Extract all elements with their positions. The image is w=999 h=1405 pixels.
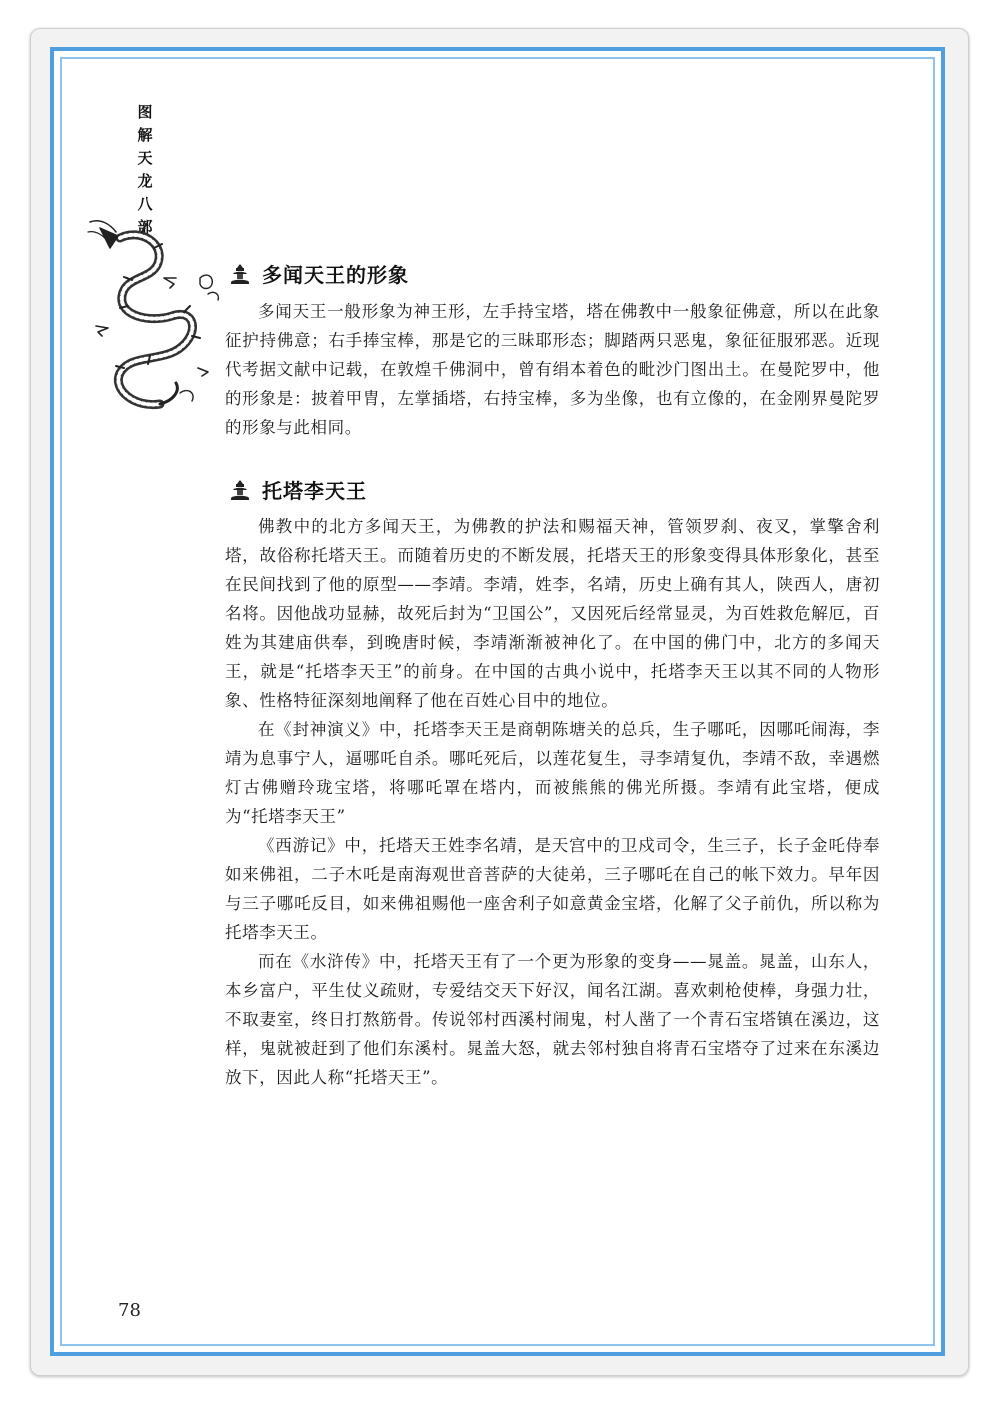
- title-char: 图: [137, 103, 153, 121]
- paragraph: 多闻天王一般形象为神王形，左手持宝塔，塔在佛教中一般象征佛意，所以在此象征护持佛意；右手捧宝棒，那是它的三昧耶形态；脚踏两只恶鬼，象征征服邪恶。近现代考据文献中记载，在敦煌千佛洞中，曾有绢本着色的毗沙门图出土。在曼陀罗中，他的形象是：披着甲胄，左掌插塔，右持宝棒，多为坐像，也有立像的，在金刚界曼陀罗的形象与此相同。: [225, 302, 880, 437]
- title-char: 天: [137, 149, 153, 167]
- section-heading: [228, 475, 367, 504]
- section-title: 多闻天王的形象: [262, 263, 409, 287]
- paragraph: 《西游记》中，托塔天王姓李名靖，是天宫中的卫戍司令，生三子，长子金吒侍奉如来佛祖，二子木吒是南海观世音菩萨的大徒弟，三子哪吒在自己的帐下效力。早年因与三子哪吒反目，如来佛祖赐他一座舍利子如意黄金宝塔，化解了父子前仇，所以称为托塔李天王。: [225, 836, 880, 942]
- pagoda-icon: [228, 478, 252, 502]
- paragraph: 在《封神演义》中，托塔李天王是商朝陈塘关的总兵，生子哪吒，因哪吒闹海，李靖为息事宁人，逼哪吒自杀。哪吒死后，以莲花复生，寻李靖复仇，李靖不敌，幸遇燃灯古佛赠玲珑宝塔，将哪吒罩在塔内，而被熊熊的佛光所摄。李靖有此宝塔，便成为“托塔李天王”: [225, 720, 880, 826]
- paragraph: 佛教中的北方多闻天王，为佛教的护法和赐福天神，管领罗刹、夜叉，掌擎舍利塔，故俗称托塔天王。而随着历史的不断发展，托塔天王的形象变得具体形象化，甚至在民间找到了他的原型——李靖。李靖，姓李，名靖，历史上确有其人，陕西人，唐初名将。因他战功显赫，故死后封为“卫国公”，又因死后经常显灵，为百姓救危解厄，百姓为其建庙供奉，到晚唐时候，李靖渐渐被神化了。在中国的佛门中，北方的多闻天王，就是“托塔李天王”的前身。在中国的古典小说中，托塔李天王以其不同的人物形象、性格特征深刻地阐释了他在百姓心目中的地位。: [225, 517, 880, 710]
- title-char: 解: [137, 126, 153, 144]
- section-body: [225, 512, 880, 1092]
- section-title: 托塔李天王: [262, 479, 367, 503]
- dragon-illustration-icon: [80, 218, 230, 418]
- pagoda-icon: [228, 262, 252, 286]
- section-heading: [228, 259, 409, 288]
- title-char: 部: [137, 218, 153, 236]
- page-number: 78: [118, 1300, 141, 1321]
- section-body: [225, 297, 880, 442]
- paragraph: 而在《水浒传》中，托塔天王有了一个更为形象的变身——晁盖。晁盖，山东人，本乡富户，平生仗义疏财，专爱结交天下好汉，闻名江湖。喜欢刺枪使棒，身强力壮，不取妻室，终日打熬筋骨。传说邻村西溪村闹鬼，村人凿了一个青石宝塔镇在溪边，这样，鬼就被赶到了他们东溪村。晁盖大怒，就去邻村独自将青石宝塔夺了过来在东溪边放下，因此人称“托塔天王”。: [225, 952, 880, 1087]
- title-char: 八: [137, 195, 153, 213]
- vertical-book-title: [135, 103, 155, 237]
- title-char: 龙: [137, 172, 153, 190]
